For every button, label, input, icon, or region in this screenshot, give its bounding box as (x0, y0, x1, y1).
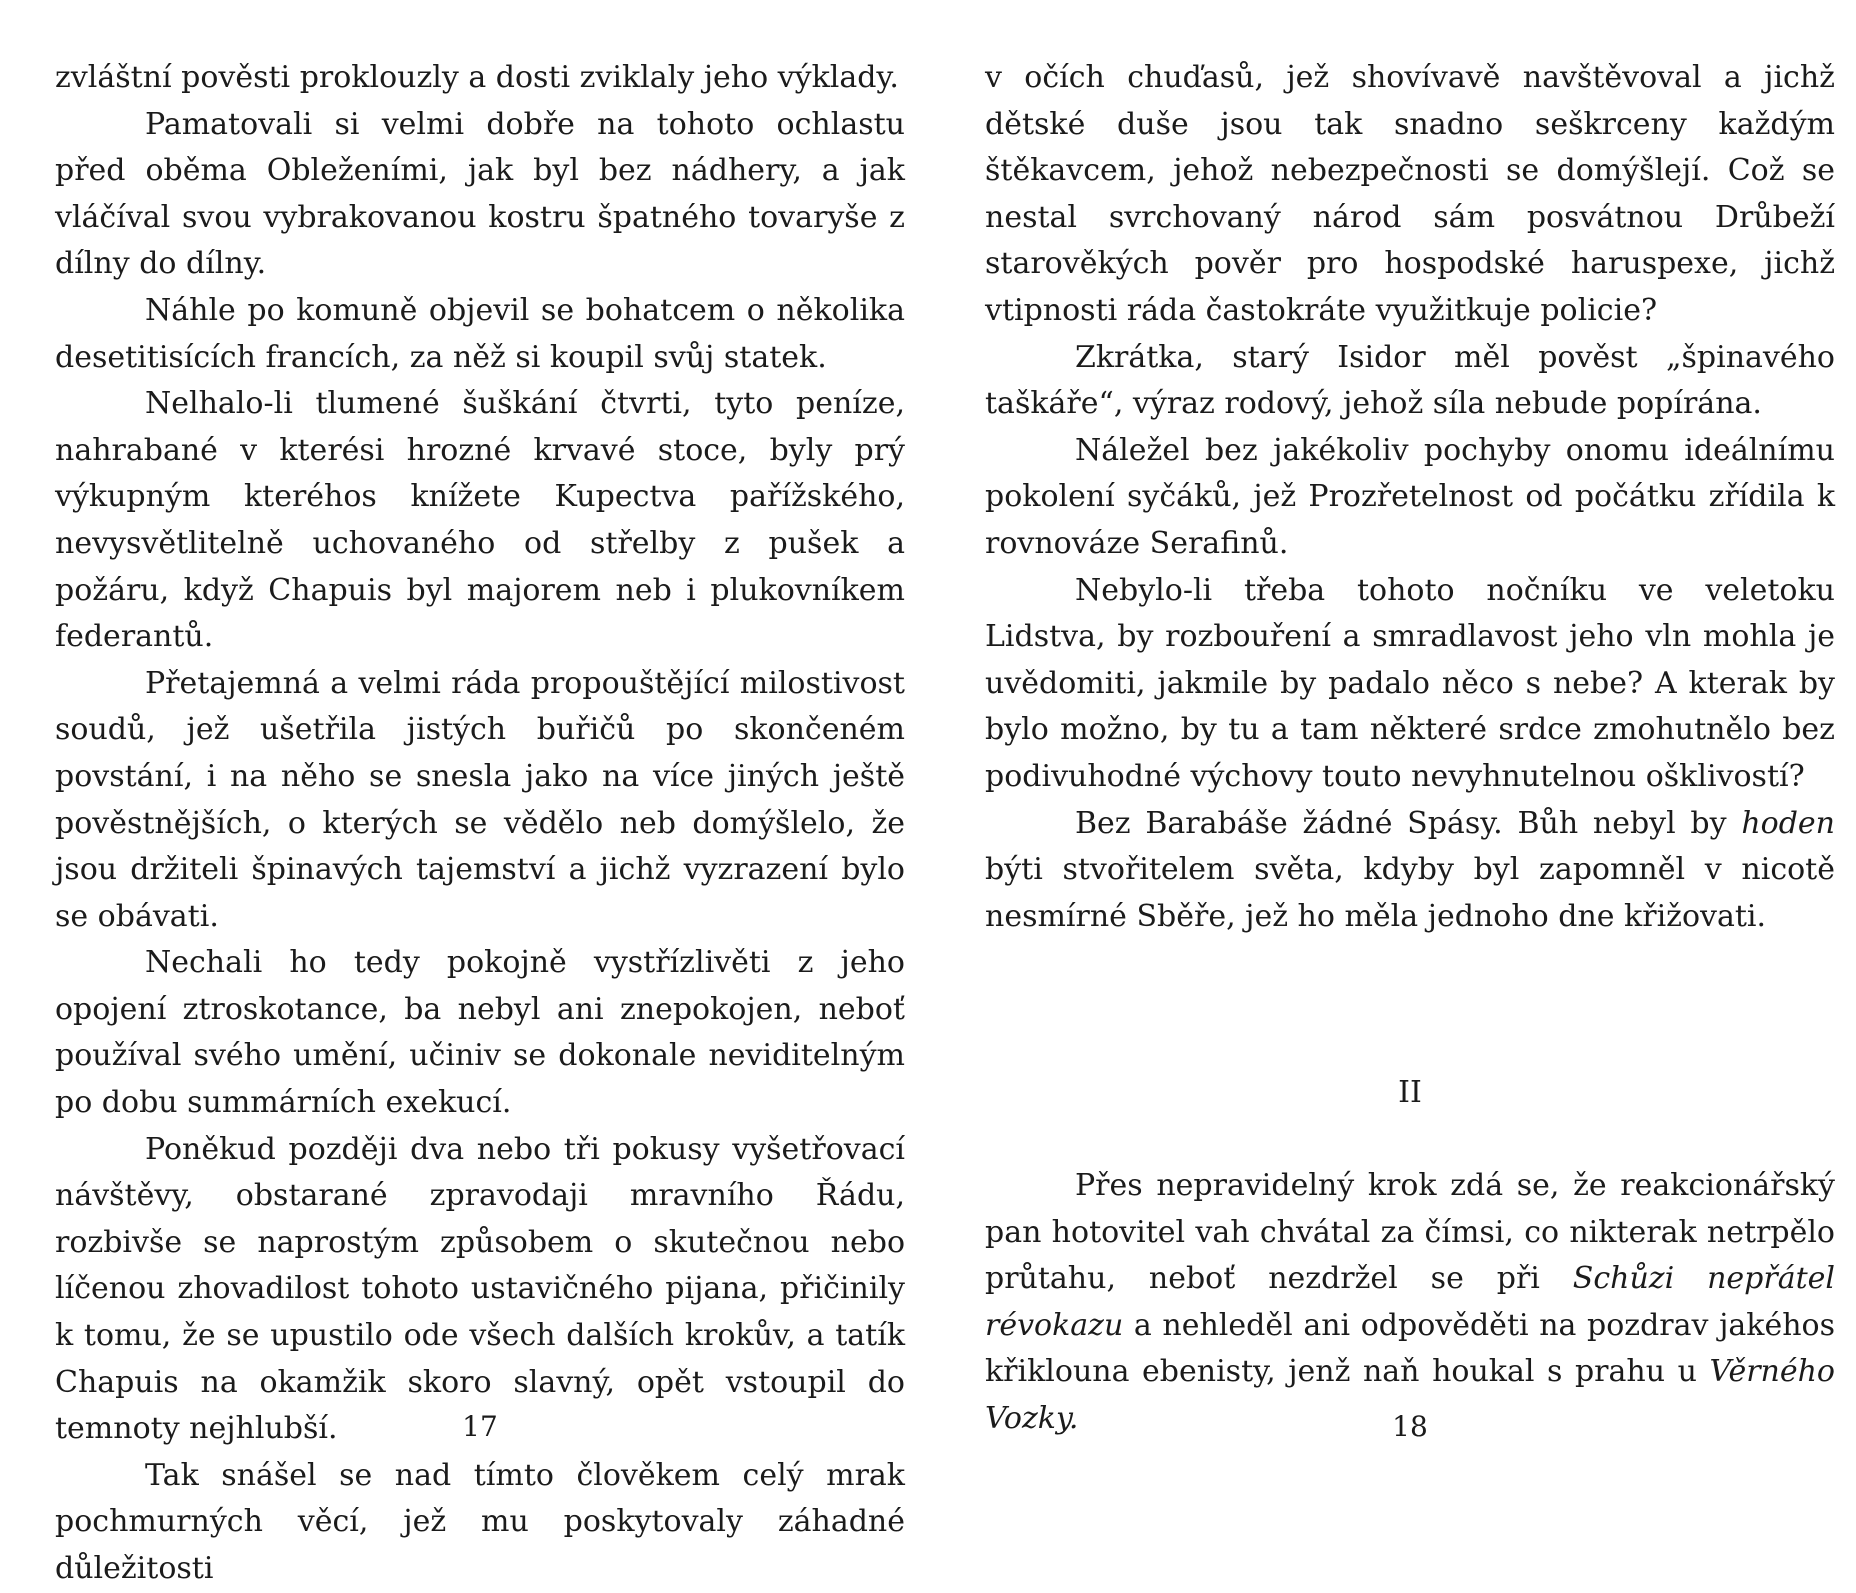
paragraph: Pamatovali si velmi dobře na tohoto ochlastu před oběma Obleženími, jak byl bez nádhery, a jak vláčíval svou vybrakovanou kostru špatného tovaryše z dílny do dílny. (55, 106, 905, 282)
paragraph: Náhle po komuně objevil se bohatcem o několika desetitisících francích, za něž si koupil svůj statek. (55, 292, 905, 375)
paragraph: Nelhalo-li tlumené šuškání čtvrti, tyto peníze, nahrabané v kterési hrozné krvavé stoce, byly prý výkupným kteréhos knížete Kupectva pařížského, nevysvětlitelně uchovaného od střelby z pušek a požáru, když Chapuis byl majorem neb i plukovníkem federantů. (55, 386, 905, 655)
paragraph: v očích chuďasů, jež shovívavě navštěvoval a jichž dětské duše jsou tak snadno seškrceny každým štěkavcem, jehož nebezpečnosti se domýšlejí. Což se nestal svrchovaný národ sám posvátnou Drůbeží starověkých pověr pro hospodské haruspexe, jichž vtipnosti ráda častokráte využitkuje policie? (985, 60, 1835, 328)
paragraph: Nechali ho tedy pokojně vystřízlivěti z jeho opojení ztroskotance, ba nebyl ani znepokojen, neboť používal svého umění, učiniv se dokonale neviditelným po dobu summárních exekucí. (55, 945, 905, 1121)
italic-text: hoden (1741, 805, 1835, 841)
paragraph: Poněkud později dva nebo tři pokusy vyšetřovací návštěvy, obstarané zpravodaji mravního Řádu, rozbivše se naprostým způsobem o skutečnou nebo líčenou zhovadilost tohoto ustavičného pijana, přičinily k tomu, že se upustilo ode všech dalších krokův, a tatík Chapuis na okamžik skoro slavný, opět vstoupil do temnoty nejhlubší. (55, 1131, 905, 1447)
paragraph (985, 1163, 1835, 1443)
chapter-section (985, 1163, 1835, 1443)
paragraph: zvláštní pověsti proklouzly a dosti zviklaly jeho výklady. (55, 60, 899, 95)
paragraph-text: Bez Barabáše žádné Spásy. Bůh nebyl by (1075, 805, 1742, 841)
italic-text: Věrného Vozky. (985, 1354, 1835, 1436)
paragraph: Náležel bez jakékoliv pochyby onomu ideálnímu pokolení syčáků, jež Prozřetelnost od počátku zřídila k rovnováze Serafinů. (985, 432, 1835, 561)
paragraph: Tak snášel se nad tímto člověkem celý mrak pochmurných věcí, jež mu poskytovaly záhadné důležitosti (55, 1457, 905, 1586)
paragraph-text: Přes nepravidelný krok zdá se, že reakcionářský pan hotovitel vah chvátal za čímsi, co nikterak netrpělo průtahu, neboť nezdržel se při (985, 1168, 1835, 1297)
paragraph: Nebylo-li třeba tohoto nočníku ve veletoku Lidstva, by rozbouření a smradlavost jeho vln mohla je uvědomiti, jakmile by padalo něco s nebe? A kterak by bylo možno, by tu a tam některé srdce zmohutnělo bez podivuhodné výchovy touto nevyhnutelnou ošklivostí? (985, 572, 1835, 794)
page-number: 18 (1392, 1410, 1428, 1443)
paragraph: Přetajemná a velmi ráda propouštějící milostivost soudů, jež ušetřila jistých buřičů po skončeném povstání, i na něho se snesla jako na více jiných ještě pověstnějších, o kterých se vědělo neb domýšlelo, že jsou držiteli špinavých tajemství a jichž vyzrazení bylo se obávati. (55, 665, 905, 934)
italic-text: Schůzi nepřátel révokazu (985, 1261, 1836, 1343)
paragraph (985, 801, 1835, 941)
chapter-heading: II (1398, 1075, 1422, 1110)
page-number: 17 (462, 1410, 498, 1443)
left-page (55, 55, 905, 1586)
paragraph-text: a nehleděl ani odpověděti na pozdrav jakéhos křiklouna ebenisty, jenž naň houkal s prahu u (985, 1307, 1835, 1390)
right-page (985, 55, 1835, 1475)
paragraph-text: býti stvořitelem světa, kdyby byl zapomněl v nicotě nesmírné Sběře, jež ho měla jednoho dne křižovati. (985, 852, 1835, 934)
paragraph: Zkrátka, starý Isidor měl pověst „špinavého taškáře“, výraz rodový, jehož síla nebude popírána. (985, 339, 1835, 422)
